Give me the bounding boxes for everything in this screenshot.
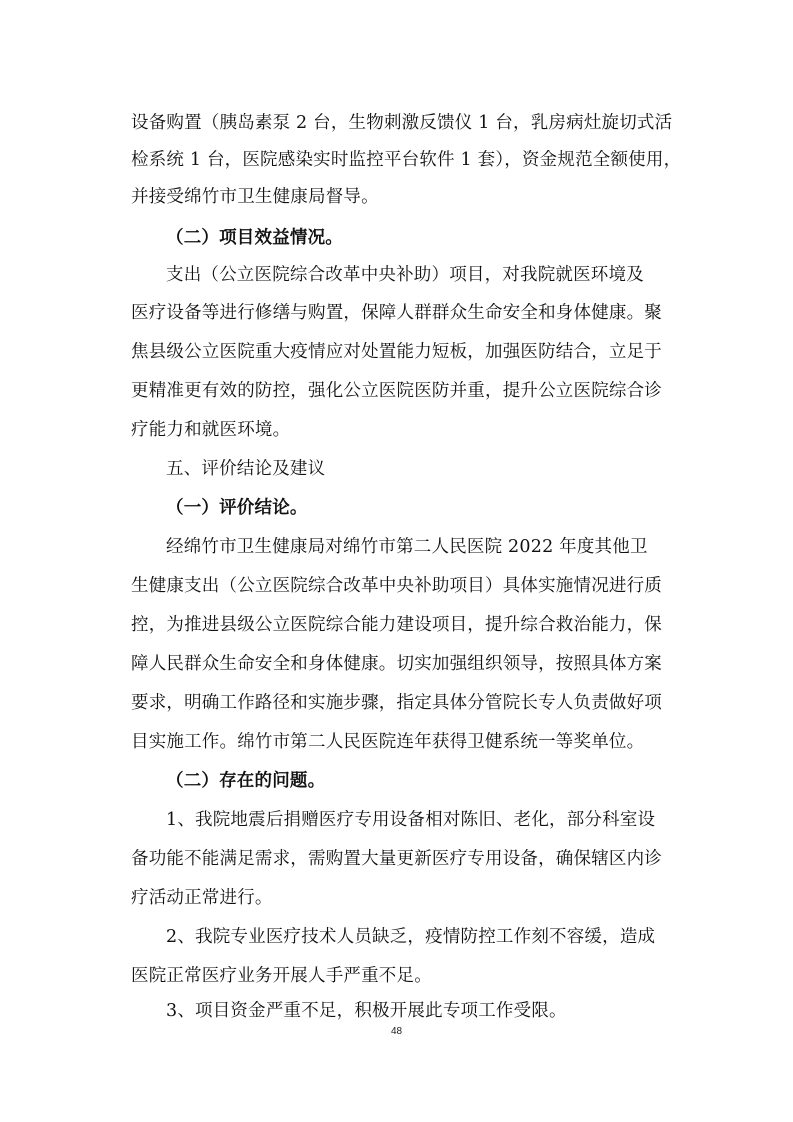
paragraph-2-line-3: 焦县级公立医院重大疫情应对处置能力短板，加强医防结合，立足于 [131, 342, 662, 362]
heading-existing-problems: （二）存在的问题。 [166, 771, 326, 791]
paragraph-3-line-2: 生健康支出（公立医院综合改革中央补助项目）具体实施情况进行质 [131, 576, 662, 596]
issue-2-line-2: 医院正常医疗业务开展人手严重不足。 [131, 966, 432, 986]
section-heading-conclusions: 五、评价结论及建议 [166, 459, 326, 479]
paragraph-3-line-3: 控，为推进县级公立医院综合能力建设项目，提升综合救治能力，保 [131, 615, 662, 635]
issue-1-line-1: 1、我院地震后捐赠医疗专用设备相对陈旧、老化，部分科室设 [166, 810, 656, 830]
paragraph-3-line-6: 目实施工作。绵竹市第二人民医院连年获得卫健系统一等奖单位。 [131, 732, 645, 752]
heading-evaluation-conclusion: （一）评价结论。 [166, 498, 308, 518]
issue-1-line-2: 备功能不能满足需求，需购置大量更新医疗专用设备，确保辖区内诊 [131, 849, 662, 869]
issue-2-line-1: 2、我院专业医疗技术人员缺乏，疫情防控工作刻不容缓，造成 [166, 927, 656, 947]
heading-project-benefits: （二）项目效益情况。 [166, 228, 343, 248]
paragraph-3-line-5: 要求，明确工作路径和实施步骤，指定具体分管院长专人负责做好项 [131, 693, 662, 713]
paragraph-2-line-2: 医疗设备等进行修缮与购置，保障人群群众生命安全和身体健康。聚 [131, 303, 662, 323]
paragraph-1-line-1: 设备购置（胰岛素泵 2 台，生物刺激反馈仪 1 台，乳房病灶旋切式活 [131, 113, 673, 133]
issue-1-line-3: 疗活动正常进行。 [131, 888, 273, 908]
paragraph-3-line-4: 障人民群众生命安全和身体健康。切实加强组织领导，按照具体方案 [131, 654, 662, 674]
paragraph-1-line-3: 并接受绵竹市卫生健康局督导。 [131, 187, 379, 207]
paragraph-1-line-2: 检系统 1 台，医院感染实时监控平台软件 1 套），资金规范全额使用， [131, 150, 682, 170]
issue-3-line-1: 3、项目资金严重不足，积极开展此专项工作受限。 [166, 1001, 567, 1021]
paragraph-2-line-5: 疗能力和就医环境。 [131, 420, 291, 440]
paragraph-2-line-1: 支出（公立医院综合改革中央补助）项目，对我院就医环境及 [166, 265, 644, 285]
paragraph-3-line-1: 经绵竹市卫生健康局对绵竹市第二人民医院 2022 年度其他卫 [166, 537, 648, 557]
paragraph-2-line-4: 更精准更有效的防控，强化公立医院医防并重，提升公立医院综合诊 [131, 381, 662, 401]
page-number: 48 [390, 1026, 403, 1037]
